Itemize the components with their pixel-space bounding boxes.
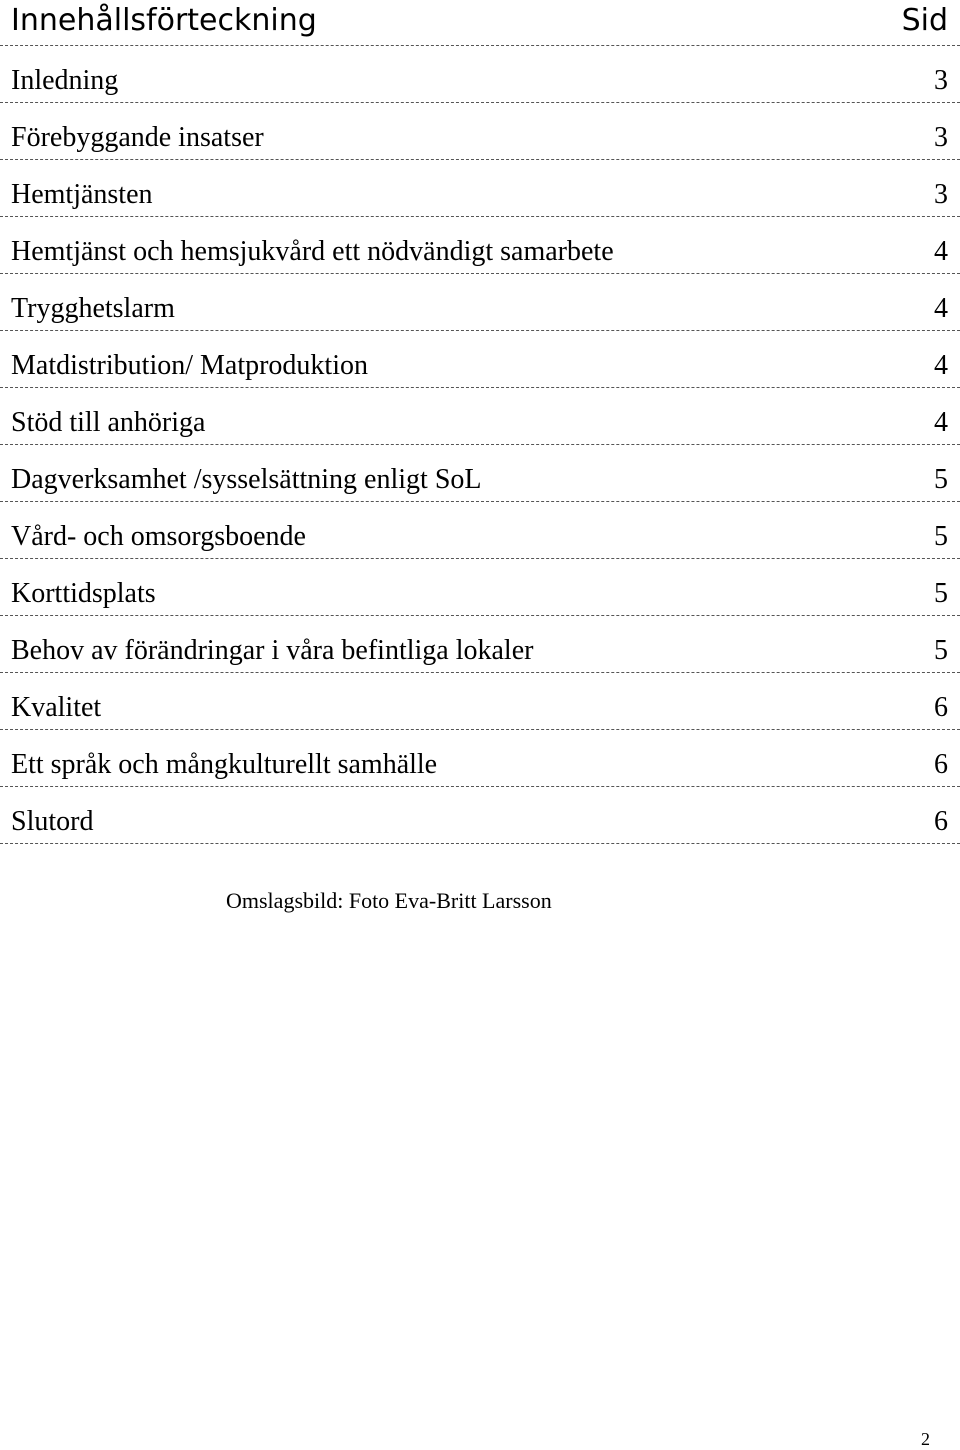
toc-entry[interactable] bbox=[0, 730, 960, 787]
toc-entry[interactable] bbox=[0, 46, 960, 103]
toc-entry[interactable] bbox=[0, 445, 960, 502]
toc-entry[interactable] bbox=[0, 160, 960, 217]
toc-entry-label: Vård- och omsorgsboende bbox=[11, 521, 306, 552]
toc-entry-page: 4 bbox=[934, 236, 948, 267]
toc-page-column-header: Sid bbox=[901, 3, 948, 38]
toc-entry[interactable] bbox=[0, 274, 960, 331]
toc-entry-page: 3 bbox=[934, 179, 948, 210]
toc-entry-page: 4 bbox=[934, 293, 948, 324]
toc-entry-page: 6 bbox=[934, 806, 948, 837]
toc-entry-page: 4 bbox=[934, 350, 948, 381]
toc-entry[interactable] bbox=[0, 559, 960, 616]
toc-entry-page: 5 bbox=[934, 635, 948, 666]
toc-entry[interactable] bbox=[0, 388, 960, 445]
toc-entry[interactable] bbox=[0, 331, 960, 388]
toc-entry-label: Slutord bbox=[11, 806, 94, 837]
toc-title: Innehållsförteckning bbox=[11, 3, 317, 38]
toc-entry-label: Hemtjänsten bbox=[11, 179, 153, 210]
toc-entry-page: 6 bbox=[934, 749, 948, 780]
toc-entry-label: Dagverksamhet /sysselsättning enligt SoL bbox=[11, 464, 482, 495]
toc-entry[interactable] bbox=[0, 673, 960, 730]
toc-entry-label: Stöd till anhöriga bbox=[11, 407, 206, 438]
toc-header bbox=[0, 0, 960, 46]
toc-entry[interactable] bbox=[0, 217, 960, 274]
toc-entry-label: Ett språk och mångkulturellt samhälle bbox=[11, 749, 438, 780]
toc-entry[interactable] bbox=[0, 787, 960, 844]
toc-entry-page: 3 bbox=[934, 65, 948, 96]
toc-entry[interactable] bbox=[0, 103, 960, 160]
toc-entry[interactable] bbox=[0, 616, 960, 673]
page-number: 2 bbox=[921, 1429, 930, 1449]
toc-entry-label: Trygghetslarm bbox=[11, 293, 175, 324]
toc-entry-page: 5 bbox=[934, 578, 948, 609]
toc-entry-label: Förebyggande insatser bbox=[11, 122, 264, 153]
toc-entry-page: 6 bbox=[934, 692, 948, 723]
toc-entry-page: 5 bbox=[934, 521, 948, 552]
toc-entry-label: Kvalitet bbox=[11, 692, 102, 723]
toc-entry-label: Matdistribution/ Matproduktion bbox=[11, 350, 368, 381]
cover-photo-caption: Omslagsbild: Foto Eva-Britt Larsson bbox=[226, 888, 552, 913]
toc-entry-page: 3 bbox=[934, 122, 948, 153]
toc-entry-label: Inledning bbox=[11, 65, 119, 96]
toc-entry-label: Korttidsplats bbox=[11, 578, 156, 609]
toc-entry[interactable] bbox=[0, 502, 960, 559]
toc-entry-page: 5 bbox=[934, 464, 948, 495]
toc-entry-label: Behov av förändringar i våra befintliga lokaler bbox=[11, 635, 534, 666]
toc-entry-page: 4 bbox=[934, 407, 948, 438]
toc-entry-label: Hemtjänst och hemsjukvård ett nödvändigt samarbete bbox=[11, 236, 614, 267]
